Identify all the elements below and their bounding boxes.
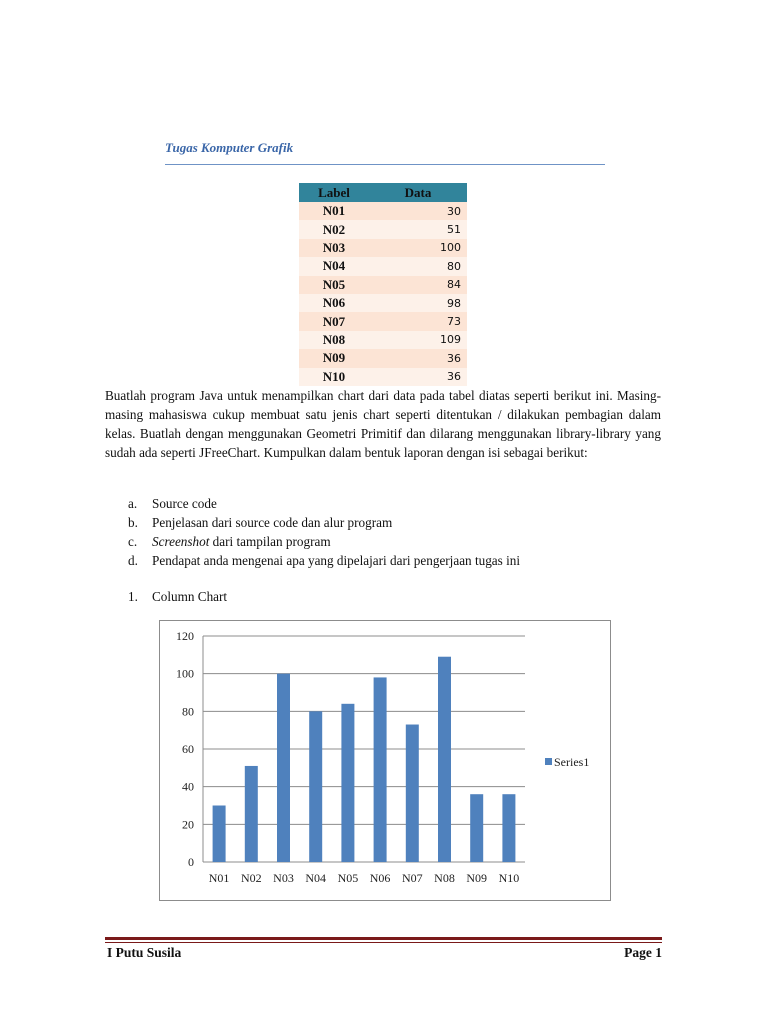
x-tick-label: N10 [498, 871, 520, 885]
y-tick-label: 80 [182, 704, 194, 719]
list-marker: d. [128, 553, 138, 568]
y-tick-label: 0 [188, 855, 194, 869]
row-label: N03 [299, 239, 369, 257]
row-label: N06 [299, 294, 369, 312]
table-row [299, 368, 467, 386]
list-item [105, 532, 520, 551]
bar-n02 [245, 766, 258, 862]
bar-n08 [438, 657, 451, 862]
table-row [299, 239, 467, 257]
table-row [299, 294, 467, 312]
table-row [299, 257, 467, 275]
y-tick-label: 120 [176, 629, 194, 643]
column-header-data: Data [369, 183, 467, 202]
x-tick-label: N01 [208, 871, 230, 885]
list-item-text: Penjelasan dari source code dan alur program [152, 515, 393, 530]
row-value: 73 [369, 312, 467, 330]
y-tick-label: 60 [182, 742, 194, 756]
bar-n10 [502, 794, 515, 862]
row-value: 30 [369, 202, 467, 220]
y-tick-label: 20 [182, 817, 194, 832]
list-item-text: dari tampilan program [209, 534, 331, 549]
row-label: N10 [299, 368, 369, 386]
list-marker: c. [128, 534, 138, 549]
x-tick-label: N02 [240, 871, 262, 885]
table-row [299, 331, 467, 349]
bar-n03 [277, 674, 290, 862]
table-row [299, 220, 467, 238]
row-value: 109 [369, 331, 467, 349]
bar-n07 [406, 725, 419, 862]
column-chart [159, 620, 611, 901]
table-header-row [299, 183, 467, 202]
footer-rule-thin [105, 942, 662, 943]
x-tick-label: N07 [401, 871, 423, 885]
footer-author: I Putu Susila [107, 945, 182, 960]
list-item [105, 494, 520, 513]
row-label: N01 [299, 202, 369, 220]
chart-canvas [160, 621, 610, 900]
table-row [299, 276, 467, 294]
bar-n01 [213, 806, 226, 863]
instruction-paragraph: Buatlah program Java untuk menampilkan chart dari data pada tabel diatas seperti berikut ini. Masing-masing mahasiswa cukup membuat satu jenis chart seperti ditentukan / dilakukan pembagian dalam kelas. Buatlah dengan menggunakan Geometri Primitif dan dilarang menggunakan library-library yang sudah ada seperti JFreeChart. Kumpulkan dalam bentuk laporan dengan isi sebagai berikut: [105, 388, 661, 460]
footer-rule [105, 937, 662, 940]
row-value: 36 [369, 368, 467, 386]
y-tick-label: 40 [182, 779, 194, 794]
section-heading [128, 589, 227, 605]
x-tick-label: N04 [305, 871, 327, 885]
row-value: 100 [369, 239, 467, 257]
column-header-label: Label [299, 183, 369, 202]
row-value: 51 [369, 220, 467, 238]
list-item-text: Source code [152, 496, 217, 511]
list-item-text: Pendapat anda mengenai apa yang dipelajari dari pengerjaan tugas ini [152, 553, 521, 568]
legend-label: Series1 [554, 755, 590, 769]
legend-swatch [545, 758, 552, 765]
x-tick-label: N09 [466, 871, 488, 885]
bar-n09 [470, 794, 483, 862]
x-tick-label: N03 [273, 871, 294, 885]
row-value: 84 [369, 276, 467, 294]
title-underline [165, 164, 605, 165]
table-row [299, 349, 467, 367]
list-item [105, 551, 520, 570]
page-number: Page 1 [624, 945, 662, 960]
table-row [299, 202, 467, 220]
document-title: Tugas Komputer Grafik [165, 140, 294, 155]
row-label: N07 [299, 312, 369, 330]
list-item-emphasis: Screenshot [152, 534, 210, 549]
table-row [299, 312, 467, 330]
section-number: 1. [128, 589, 138, 604]
row-value: 36 [369, 349, 467, 367]
section-title: Column Chart [152, 589, 228, 604]
list-item [105, 513, 520, 532]
bar-n06 [374, 677, 387, 862]
row-label: N09 [299, 349, 369, 367]
row-value: 80 [369, 257, 467, 275]
row-label: N02 [299, 220, 369, 238]
bar-n05 [341, 704, 354, 862]
x-tick-label: N08 [434, 871, 455, 885]
bar-n04 [309, 711, 322, 862]
report-contents-list [105, 494, 520, 570]
row-label: N08 [299, 331, 369, 349]
list-marker: a. [128, 496, 138, 511]
x-tick-label: N06 [369, 871, 391, 885]
list-marker: b. [128, 515, 138, 530]
row-label: N04 [299, 257, 369, 275]
row-value: 98 [369, 294, 467, 312]
y-tick-label: 100 [176, 666, 194, 681]
row-label: N05 [299, 276, 369, 294]
x-tick-label: N05 [337, 871, 359, 885]
data-table [299, 183, 467, 386]
